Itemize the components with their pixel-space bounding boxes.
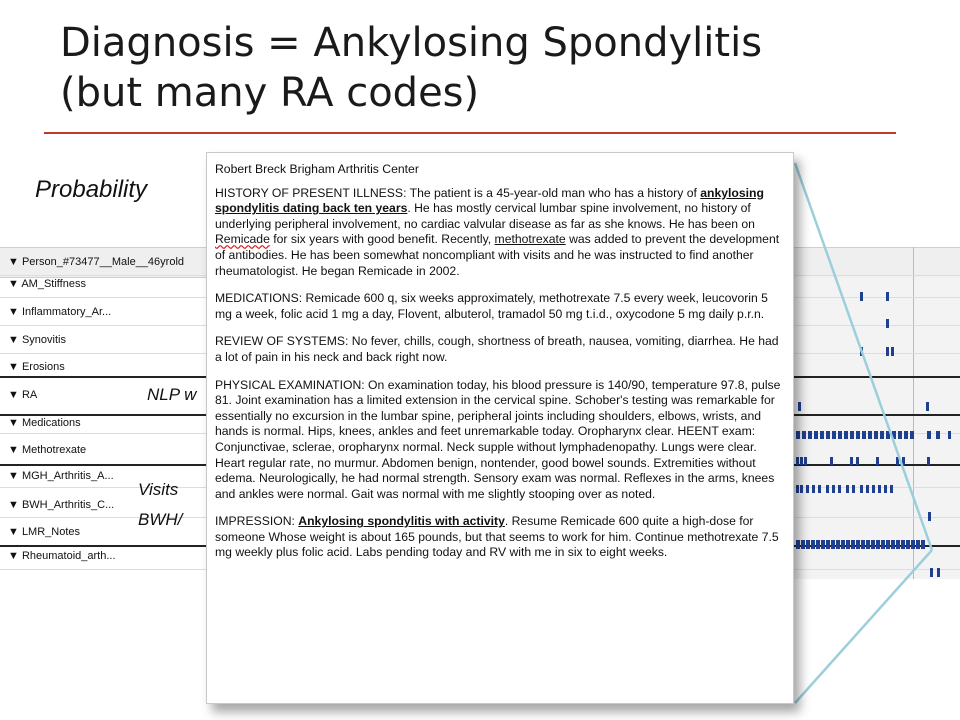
- event-tick: [886, 347, 889, 356]
- event-tick: [871, 540, 875, 549]
- event-tick: [832, 431, 836, 439]
- event-tick: [906, 540, 910, 549]
- hpi-remicade: Remicade: [215, 232, 270, 247]
- medications-section: MEDICATIONS: Remicade 600 q, six weeks approximately, methotrexate 7.5 every week, leucovorin 5 mg a week, folic acid 1 mg a day, Flovent, albuterol, tramadol 50 mg t.i.d., oxycodone 5 mg daily p.r.n.: [215, 291, 768, 321]
- slide-title: [60, 18, 762, 118]
- event-tick: [851, 540, 855, 549]
- event-tick: [812, 485, 815, 493]
- event-tick: [866, 485, 869, 493]
- event-tick: [898, 431, 902, 439]
- event-tick: [937, 568, 940, 577]
- event-tick: [886, 540, 890, 549]
- event-tick: [886, 431, 890, 439]
- ros-section: REVIEW OF SYSTEMS: No fever, chills, cough, shortness of breath, nausea, vomiting, diarrhea. He had a lot of pain in his neck and back right now.: [215, 334, 779, 364]
- physical-exam-section: PHYSICAL EXAMINATION: On examination today, his blood pressure is 140/90, temperature 97.8, pulse 81. Joint examination has a limited extension in the cervical spine. Schober's testing was remarkable for essentially no excursion in the lumbar spine, peripheral joints including shoulders, elbows, wrists, and hands is normal. Hips, knees, ankles and feet unremarkable today. Oropharynx clear. HEENT exam: Conjunctivae, sclerae, oropharynx normal. Neck supple without lymphadenopathy. Lungs were clear. Heart regular rate, no murmur. Abdomen benign, nontender, good bowel sounds. Extremities without edema. Neurologically, he had normal strength. Sensory exam was normal. Reflexes in the arms, knees and ankles were normal. Gait was normal with me slightly stooping over as noted.: [215, 377, 781, 501]
- hpi-text-2: . He has mostly cervical lumbar spine involvement, no history of underlying peripheral involvement, no cardiac valvular disease as far as she knows. He has been on: [215, 201, 755, 231]
- event-tick: [861, 540, 865, 549]
- event-tick: [921, 540, 925, 549]
- timeline-row-inflammatory-arthritis[interactable]: ▼ Inflammatory_Ar...: [8, 306, 112, 318]
- timeline-row-rheumatoid-arthritis[interactable]: ▼ Rheumatoid_arth...: [8, 550, 116, 562]
- event-tick: [844, 431, 848, 439]
- timeline-row-mgh-arthritis[interactable]: ▼ MGH_Arthritis_A...: [8, 470, 114, 482]
- event-tick: [890, 485, 893, 493]
- event-tick: [878, 485, 881, 493]
- nlp-caption: NLP w: [147, 385, 197, 404]
- event-tick: [846, 540, 850, 549]
- slide-title-line1: Diagnosis = Ankylosing Spondylitis: [60, 20, 763, 66]
- event-tick: [860, 347, 863, 356]
- hpi-methotrexate: methotrexate: [494, 232, 566, 247]
- impression-text: . Resume Remicade 600 quite a high-dose for someone Whose weight is about 165 pounds, but that seems to work for him. Continue methotrexate 7.5 mg weekly plus folic acid. Labs pending today and RV with me in six to eight weeks.: [215, 514, 779, 560]
- event-tick: [860, 292, 863, 301]
- timeline-row-methotrexate[interactable]: ▼ Methotrexate: [8, 444, 87, 456]
- event-tick: [816, 540, 820, 549]
- clinical-note: [206, 152, 794, 704]
- event-tick: [911, 540, 915, 549]
- timeline-right-panel: [790, 277, 960, 579]
- event-tick: [821, 540, 825, 549]
- event-tick: [852, 485, 855, 493]
- event-tick: [948, 431, 951, 439]
- event-tick: [820, 431, 824, 439]
- event-tick: [826, 431, 830, 439]
- event-tick: [804, 457, 807, 465]
- event-tick: [801, 540, 805, 549]
- event-tick: [902, 457, 905, 465]
- event-tick: [876, 540, 880, 549]
- event-tick: [928, 512, 931, 521]
- event-tick: [872, 485, 875, 493]
- impression-label: IMPRESSION:: [215, 514, 299, 529]
- event-tick: [856, 431, 860, 439]
- event-tick: [892, 431, 896, 439]
- event-tick: [868, 431, 872, 439]
- event-tick: [886, 319, 889, 328]
- event-tick: [904, 431, 908, 439]
- event-tick: [896, 457, 899, 465]
- event-tick: [880, 431, 884, 439]
- event-tick: [806, 540, 810, 549]
- event-tick: [811, 540, 815, 549]
- event-tick: [936, 431, 940, 439]
- event-tick: [910, 431, 914, 439]
- event-tick: [927, 457, 930, 465]
- event-tick: [850, 431, 854, 439]
- event-tick: [800, 457, 803, 465]
- event-tick: [930, 568, 933, 577]
- timeline-row-am-stiffness[interactable]: ▼ AM_Stiffness: [8, 278, 86, 290]
- event-tick: [838, 431, 842, 439]
- bwh-caption: BWH/: [138, 510, 183, 529]
- slide-title-line2: (but many RA codes): [60, 70, 480, 116]
- event-tick: [796, 485, 799, 493]
- hpi-dx-highlight: ankylosing spondylitis dating back ten years: [215, 185, 764, 216]
- event-tick: [874, 431, 878, 439]
- visits-caption: Visits: [138, 480, 179, 499]
- timeline-row-medications[interactable]: ▼ Medications: [8, 417, 81, 429]
- event-tick: [830, 457, 833, 465]
- event-tick: [901, 540, 905, 549]
- hpi-section: [215, 186, 785, 280]
- event-tick: [796, 431, 800, 439]
- event-tick: [826, 485, 829, 493]
- event-tick: [881, 540, 885, 549]
- event-tick: [796, 457, 799, 465]
- event-tick: [856, 457, 859, 465]
- event-tick: [826, 540, 830, 549]
- event-tick: [884, 485, 887, 493]
- probability-caption: Probability: [35, 176, 148, 203]
- hpi-text-1: The patient is a 45-year-old man who has a history of: [406, 185, 701, 200]
- event-tick: [916, 540, 920, 549]
- hpi-text-3: for six years with good benefit. Recently,: [269, 232, 495, 247]
- timeline-row-synovitis[interactable]: ▼ Synovitis: [8, 334, 66, 346]
- note-header: Robert Breck Brigham Arthritis Center: [215, 162, 419, 176]
- event-tick: [808, 431, 812, 439]
- event-tick: [866, 540, 870, 549]
- timeline-person-label[interactable]: ▼ Person_#73477__Male__46yrold: [8, 256, 185, 268]
- timeline-row-lmr-notes[interactable]: ▼ LMR_Notes: [8, 526, 81, 538]
- event-tick: [814, 431, 818, 439]
- event-tick: [860, 485, 863, 493]
- event-tick: [831, 540, 835, 549]
- title-divider: [44, 132, 896, 134]
- event-tick: [876, 457, 879, 465]
- event-tick: [886, 292, 889, 301]
- event-tick: [838, 485, 841, 493]
- event-tick: [802, 431, 806, 439]
- event-tick: [798, 402, 801, 411]
- event-tick: [806, 485, 809, 493]
- impression-dx-highlight: Ankylosing spondylitis with activity: [298, 514, 505, 529]
- event-tick: [856, 540, 860, 549]
- timeline-row-erosions[interactable]: ▼ Erosions: [8, 361, 65, 373]
- impression-section: [215, 514, 785, 561]
- timeline-row-bwh-arthritis[interactable]: ▼ BWH_Arthritis_C...: [8, 499, 115, 511]
- event-tick: [896, 540, 900, 549]
- event-tick: [836, 540, 840, 549]
- event-tick: [891, 347, 894, 356]
- event-tick: [846, 485, 849, 493]
- event-tick: [926, 402, 929, 411]
- event-tick: [927, 431, 931, 439]
- hpi-text-4: was added to prevent the development of antibodies. He has been somewhat noncompliant with visits and he was instructed to find another rheumatologist. He began Remicade in 2002.: [215, 232, 780, 278]
- event-tick: [841, 540, 845, 549]
- timeline-row-ra[interactable]: ▼ RA: [8, 389, 38, 401]
- event-tick: [832, 485, 835, 493]
- event-tick: [850, 457, 853, 465]
- event-tick: [800, 485, 803, 493]
- event-tick: [891, 540, 895, 549]
- event-tick: [862, 431, 866, 439]
- event-tick: [796, 540, 800, 549]
- hpi-label: HISTORY OF PRESENT ILLNESS:: [215, 185, 407, 200]
- event-tick: [818, 485, 821, 493]
